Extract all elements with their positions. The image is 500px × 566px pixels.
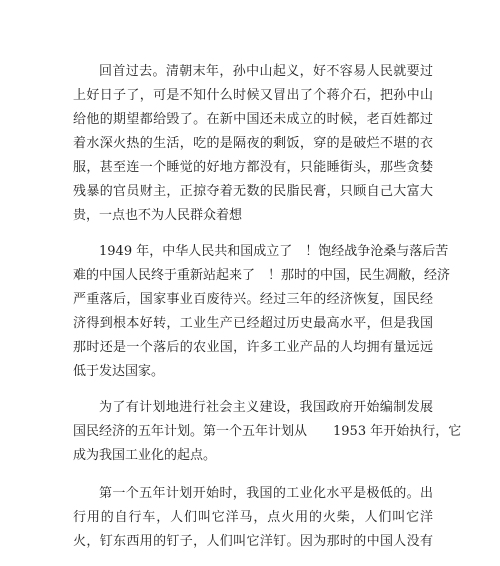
paragraph-2-line-6: 低于发达国家。 [73,364,165,379]
paragraph-4-line-1: 第一个五年计划开始时，我国的工业化水平是极低的。出 [99,486,433,501]
paragraph-1-line-6: 残暴的官员财主，正掠夺着无数的民脂民膏，只顾自己大富大 [73,184,433,199]
paragraph-2-line-1: 1949 年，中华人民共和国成立了 ！饱经战争沧桑与落后苦 [99,244,449,259]
paragraph-1-line-7: 贵，一点也不为人民群众着想 [73,208,243,223]
paragraph-2-line-5: 那时还是一个落后的农业国，许多工业产品的人均拥有量远远 [73,340,433,355]
paragraph-1-line-2: 上好日子了，可是不知什么时候又冒出了个蒋介石，把孙中山 [73,88,433,103]
paragraph-1-line-4: 着水深火热的生活，吃的是隔夜的剩饭，穿的是破烂不堪的衣 [73,136,433,151]
paragraph-1-line-3: 给他的期望都给毁了。在新中国还未成立的时候，老百姓都过 [73,112,433,127]
paragraph-1-line-5: 服，甚至连一个睡觉的好地方都没有，只能睡街头，那些贪婪 [73,160,433,175]
paragraph-4-line-2: 行用的自行车，人们叫它洋马，点火用的火柴，人们叫它洋 [73,510,433,525]
paragraph-2-line-4: 济得到根本好转，工业生产已经超过历史最高水平，但是我国 [73,316,433,331]
paragraph-2-line-3: 严重落后，国家事业百废待兴。经过三年的经济恢复，国民经 [73,292,433,307]
paragraph-4-line-3: 火，钉东西用的钉子，人们叫它洋钉。因为那时的中国人没有 [73,534,433,549]
paragraph-3-line-2: 国民经济的五年计划。第一个五年计划从 1953 年开始执行，它 [73,424,462,439]
paragraph-3-line-3: 成为我国工业化的起点。 [73,448,217,463]
paragraph-1-line-1: 回首过去。清朝末年，孙中山起义，好不容易人民就要过 [99,64,433,79]
paragraph-3-line-1: 为了有计划地进行社会主义建设，我国政府开始编制发展 [99,400,433,415]
paragraph-2-line-2: 难的中国人民终于重新站起来了 ！那时的中国，民生凋敝，经济 [73,268,451,283]
